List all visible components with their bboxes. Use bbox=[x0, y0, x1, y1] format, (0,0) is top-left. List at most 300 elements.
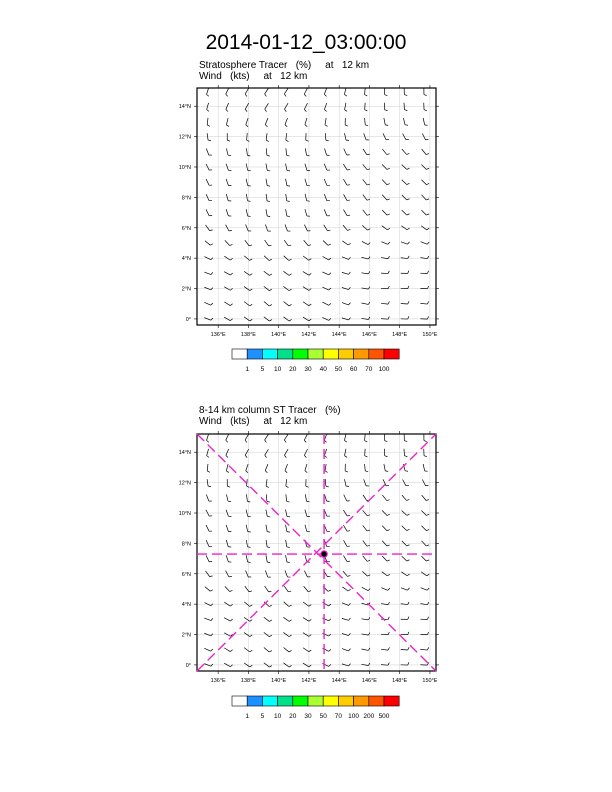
wind-barb-flag bbox=[289, 650, 292, 651]
wind-barb-flag bbox=[245, 109, 247, 111]
colorbar-box bbox=[247, 696, 262, 706]
wind-barb bbox=[322, 272, 328, 275]
wind-barb bbox=[207, 118, 208, 125]
wind-barb-flag bbox=[387, 530, 390, 531]
wind-barb-flag bbox=[387, 214, 390, 215]
wind-barb-flag bbox=[269, 245, 272, 246]
wind-barb bbox=[244, 302, 250, 306]
colorbar-box bbox=[354, 349, 369, 359]
wind-barb bbox=[206, 179, 209, 185]
wind-barb-flag bbox=[388, 647, 389, 650]
wind-barb bbox=[381, 588, 387, 591]
wind-barb bbox=[204, 648, 210, 651]
wind-barb-flag bbox=[207, 471, 210, 472]
wind-barb bbox=[344, 88, 346, 95]
wind-barb-flag bbox=[269, 620, 272, 622]
wind-barb-flag bbox=[269, 259, 272, 260]
wind-barb-flag bbox=[426, 199, 429, 200]
wind-barb bbox=[323, 241, 328, 246]
lat-tick-label: 6°N bbox=[181, 225, 191, 232]
wind-barb bbox=[284, 434, 288, 440]
wind-barb-flag bbox=[267, 501, 270, 502]
wind-barb bbox=[342, 272, 349, 274]
wind-barb-flag bbox=[426, 214, 429, 215]
wind-barb-flag bbox=[387, 574, 390, 576]
wind-barb-flag bbox=[385, 110, 388, 111]
wind-barb bbox=[266, 133, 267, 140]
wind-barb bbox=[264, 647, 269, 652]
wind-barb bbox=[342, 303, 349, 305]
wind-barb bbox=[244, 617, 250, 621]
wind-barb-flag bbox=[407, 214, 410, 215]
wind-barb-flag bbox=[427, 574, 430, 576]
wind-barb-flag bbox=[427, 228, 430, 230]
wind-barb-flag bbox=[269, 289, 272, 291]
wind-barb bbox=[305, 555, 307, 562]
wind-barb bbox=[265, 118, 268, 124]
wind-barb bbox=[206, 525, 209, 531]
wind-barb-flag bbox=[227, 486, 230, 487]
wind-barb-flag bbox=[269, 666, 272, 668]
wind-barb-flag bbox=[269, 635, 272, 637]
wind-barb bbox=[401, 649, 408, 650]
wind-barb-flag bbox=[344, 440, 346, 442]
wind-barb bbox=[286, 479, 287, 486]
wind-barb-flag bbox=[284, 440, 286, 442]
wind-barb bbox=[226, 118, 228, 125]
wind-barb-flag bbox=[387, 228, 390, 230]
wind-barb-flag bbox=[287, 155, 290, 156]
wind-barb bbox=[422, 495, 426, 500]
wind-barb-flag bbox=[265, 109, 267, 111]
wind-barb-flag bbox=[245, 440, 247, 442]
wind-barb-flag bbox=[267, 201, 270, 202]
wind-barb-flag bbox=[309, 619, 311, 621]
wind-barb-flag bbox=[407, 514, 410, 515]
wind-barb-flag bbox=[208, 486, 211, 487]
wind-barb bbox=[206, 555, 209, 561]
wind-barb-flag bbox=[328, 244, 331, 245]
wind-barb bbox=[423, 118, 424, 125]
wind-barb bbox=[264, 301, 269, 306]
lat-tick-label: 10°N bbox=[178, 165, 191, 171]
wind-barb-flag bbox=[345, 125, 348, 126]
wind-barb-flag bbox=[284, 94, 286, 96]
colorbar-label: 30 bbox=[304, 713, 312, 720]
wind-barb bbox=[266, 194, 267, 201]
wind-barb bbox=[401, 604, 408, 605]
wind-barb bbox=[224, 302, 230, 306]
wind-barb-flag bbox=[230, 273, 232, 275]
wind-barb-flag bbox=[329, 288, 331, 290]
colorbar-box bbox=[262, 696, 277, 706]
wind-barb-flag bbox=[387, 154, 390, 155]
wind-barb bbox=[207, 464, 208, 471]
lon-tick-label: 140°E bbox=[271, 678, 287, 684]
wind-barb-flag bbox=[385, 441, 388, 442]
lon-tick-label: 144°E bbox=[331, 678, 347, 684]
lat-tick-label: 8°N bbox=[181, 195, 191, 202]
wind-barb bbox=[225, 586, 230, 591]
wind-barb bbox=[421, 210, 426, 215]
colorbar-box bbox=[384, 696, 399, 706]
lat-tick-label: 14°N bbox=[178, 104, 191, 111]
wind-barb-flag bbox=[230, 650, 232, 652]
wind-barb bbox=[343, 179, 347, 185]
wind-barb bbox=[303, 618, 309, 622]
lon-tick-label: 148°E bbox=[392, 678, 408, 684]
wind-barb bbox=[226, 88, 229, 94]
colorbar-box bbox=[354, 696, 369, 706]
wind-barb-flag bbox=[407, 560, 410, 561]
wind-barb-flag bbox=[349, 272, 351, 274]
wind-barb bbox=[304, 240, 308, 245]
wind-barb-flag bbox=[265, 94, 267, 96]
panel1-map bbox=[179, 85, 439, 373]
wind-barb-flag bbox=[328, 590, 331, 591]
wind-barb-flag bbox=[250, 605, 253, 606]
wind-barb-flag bbox=[269, 305, 272, 306]
wind-barb-flag bbox=[287, 547, 290, 548]
wind-barb-flag bbox=[230, 619, 232, 621]
wind-barb-flag bbox=[325, 125, 328, 127]
wind-barb-flag bbox=[249, 245, 252, 246]
wind-barb-flag bbox=[289, 274, 292, 276]
wind-barb-flag bbox=[247, 486, 250, 487]
wind-barb bbox=[246, 464, 248, 471]
colorbar-label: 5 bbox=[260, 366, 265, 373]
wind-barb bbox=[325, 118, 326, 125]
lat-tick-label: 0° bbox=[185, 316, 191, 323]
lon-tick-label: 146°E bbox=[361, 678, 377, 684]
lat-tick-label: 10°N bbox=[178, 511, 191, 517]
colorbar-label: 20 bbox=[289, 366, 297, 373]
wind-barb-flag bbox=[289, 319, 292, 321]
wind-barb bbox=[226, 494, 228, 501]
wind-barb bbox=[226, 434, 229, 440]
colorbar-box bbox=[278, 349, 293, 359]
wind-barb-flag bbox=[347, 169, 350, 170]
wind-barb bbox=[283, 617, 289, 621]
wind-barb-flag bbox=[289, 259, 292, 260]
wind-barb-flag bbox=[407, 228, 409, 230]
wind-barb-flag bbox=[305, 471, 307, 473]
wind-barb-flag bbox=[248, 547, 251, 548]
wind-barb-flag bbox=[230, 304, 232, 306]
map-frame bbox=[197, 88, 436, 325]
wind-barb-flag bbox=[287, 501, 290, 502]
wind-barb bbox=[381, 303, 388, 304]
wind-barb bbox=[266, 494, 267, 501]
wind-barb bbox=[382, 495, 386, 500]
wind-barb-flag bbox=[226, 455, 228, 457]
wind-barb-flag bbox=[427, 301, 428, 304]
wind-barb-flag bbox=[230, 244, 233, 245]
wind-barb-flag bbox=[387, 168, 390, 169]
lon-tick-label: 142°E bbox=[301, 332, 317, 338]
colorbar-label: 50 bbox=[334, 366, 343, 373]
wind-barb bbox=[205, 241, 210, 245]
wind-barb bbox=[402, 149, 407, 154]
colorbar-box bbox=[369, 349, 384, 359]
colorbar-label: 20 bbox=[289, 713, 297, 720]
panel1-title-line1: Stratosphere Tracer (%) at 12 km bbox=[199, 60, 370, 71]
colorbar-box bbox=[247, 349, 262, 359]
wind-barb-flag bbox=[267, 547, 270, 548]
wind-barb-flag bbox=[407, 199, 410, 200]
wind-barb-flag bbox=[329, 634, 331, 636]
wind-barb bbox=[342, 587, 348, 591]
wind-barb-flag bbox=[211, 649, 213, 651]
wind-barb bbox=[246, 209, 248, 216]
wind-barb-flag bbox=[309, 665, 311, 667]
wind-barb-flag bbox=[287, 562, 290, 563]
wind-barb bbox=[265, 586, 269, 592]
wind-barb-flag bbox=[304, 94, 306, 96]
wind-barb-flag bbox=[388, 271, 389, 274]
wind-barb-flag bbox=[326, 486, 329, 487]
colorbar-box bbox=[323, 349, 338, 359]
lat-tick-label: 0° bbox=[185, 662, 191, 669]
wind-barb bbox=[303, 648, 309, 652]
wind-barb-flag bbox=[305, 125, 307, 127]
colorbar-label: 5 bbox=[260, 713, 265, 720]
wind-barb-flag bbox=[345, 471, 348, 472]
wind-barb-flag bbox=[348, 575, 351, 576]
wind-barb-flag bbox=[304, 109, 306, 111]
colorbar-box bbox=[278, 696, 293, 706]
wind-barb-flag bbox=[424, 441, 427, 442]
wind-barb-flag bbox=[426, 545, 429, 546]
wind-barb-flag bbox=[385, 471, 388, 472]
wind-barb-flag bbox=[309, 319, 311, 321]
wind-barb bbox=[363, 556, 367, 561]
lon-tick-label: 142°E bbox=[301, 678, 317, 684]
wind-barb bbox=[207, 434, 209, 441]
wind-barb-flag bbox=[288, 591, 291, 592]
colorbar-box bbox=[338, 696, 353, 706]
wind-barb-flag bbox=[309, 273, 311, 275]
wind-barb-flag bbox=[265, 455, 267, 457]
wind-barb-flag bbox=[365, 456, 368, 457]
colorbar-box bbox=[369, 696, 384, 706]
wind-barb bbox=[403, 118, 405, 125]
wind-barb-flag bbox=[210, 576, 213, 577]
wind-barb-flag bbox=[407, 529, 410, 530]
wind-barb-flag bbox=[250, 635, 252, 637]
lon-tick-label: 150°E bbox=[422, 678, 438, 684]
wind-barb bbox=[382, 526, 387, 531]
wind-barb-flag bbox=[284, 109, 286, 111]
wind-barb bbox=[423, 464, 424, 471]
wind-barb-flag bbox=[250, 665, 253, 667]
wind-barb bbox=[402, 180, 407, 185]
wind-barb bbox=[303, 302, 309, 306]
lat-tick-label: 2°N bbox=[181, 286, 191, 293]
wind-barb-flag bbox=[345, 456, 348, 458]
wind-barb-flag bbox=[326, 140, 329, 141]
wind-barb-flag bbox=[230, 590, 233, 591]
wind-barb-flag bbox=[324, 110, 326, 112]
wind-barb-flag bbox=[348, 589, 351, 591]
wind-barb-flag bbox=[408, 662, 409, 665]
lon-tick-label: 136°E bbox=[210, 678, 226, 684]
lon-tick-label: 138°E bbox=[240, 678, 256, 684]
wind-barb-flag bbox=[289, 605, 292, 606]
wind-barb-flag bbox=[247, 140, 250, 141]
wind-barb bbox=[244, 648, 250, 652]
wind-barb bbox=[246, 555, 248, 562]
wind-barb-flag bbox=[247, 501, 250, 502]
wind-barb bbox=[361, 649, 368, 650]
wind-barb-flag bbox=[306, 486, 309, 487]
wind-barb-flag bbox=[329, 619, 331, 621]
wind-barb bbox=[305, 179, 307, 186]
colorbar-label: 500 bbox=[378, 713, 390, 720]
wind-barb bbox=[362, 241, 368, 244]
wind-barb-flag bbox=[368, 229, 371, 230]
lat-tick-label: 8°N bbox=[181, 541, 191, 548]
wind-barb bbox=[363, 149, 367, 155]
wind-barb-flag bbox=[250, 259, 253, 260]
wind-barb-flag bbox=[267, 516, 270, 517]
wind-barb-flag bbox=[250, 274, 252, 276]
wind-barb-flag bbox=[265, 471, 267, 473]
wind-barb-flag bbox=[426, 183, 429, 184]
wind-barb-flag bbox=[269, 591, 272, 592]
wind-barb-flag bbox=[304, 455, 306, 457]
wind-barb bbox=[226, 555, 228, 562]
wind-barb bbox=[266, 179, 267, 186]
wind-barb-flag bbox=[385, 95, 388, 96]
wind-barb-flag bbox=[407, 183, 410, 184]
wind-barb bbox=[265, 240, 269, 246]
wind-barb bbox=[402, 556, 407, 561]
wind-barb bbox=[421, 526, 426, 531]
wind-barb-flag bbox=[250, 304, 253, 306]
wind-barb-flag bbox=[387, 514, 390, 515]
wind-barb bbox=[246, 179, 248, 186]
wind-barb-flag bbox=[387, 500, 390, 501]
wind-barb bbox=[322, 618, 328, 621]
wind-barb bbox=[207, 133, 208, 140]
wind-barb bbox=[265, 464, 268, 470]
wind-barb-flag bbox=[269, 320, 272, 322]
wind-barb-flag bbox=[347, 515, 350, 516]
wind-barb-flag bbox=[286, 140, 289, 141]
colorbar-box bbox=[308, 349, 323, 359]
wind-barb-flag bbox=[407, 499, 410, 500]
wind-barb-flag bbox=[267, 186, 270, 187]
wind-barb-flag bbox=[289, 289, 292, 291]
lat-tick-label: 2°N bbox=[181, 632, 191, 639]
wind-barb-flag bbox=[250, 319, 253, 321]
wind-barb bbox=[381, 649, 388, 650]
wind-barb bbox=[361, 619, 368, 620]
wind-barb bbox=[402, 526, 407, 531]
wind-barb bbox=[324, 88, 327, 95]
wind-barb bbox=[384, 118, 385, 125]
wind-barb-flag bbox=[347, 185, 350, 186]
wind-barb-flag bbox=[207, 440, 209, 442]
wind-barb-flag bbox=[387, 184, 390, 185]
colorbar-box bbox=[293, 696, 308, 706]
wind-barb-flag bbox=[309, 635, 311, 637]
wind-barb-flag bbox=[266, 486, 269, 487]
wind-barb bbox=[401, 303, 408, 304]
colorbar-label: 30 bbox=[304, 366, 312, 373]
wind-barb bbox=[265, 434, 269, 440]
wind-barb bbox=[342, 649, 349, 651]
lat-tick-label: 12°N bbox=[178, 480, 191, 487]
wind-barb bbox=[304, 586, 308, 591]
wind-barb-flag bbox=[267, 562, 270, 563]
wind-barb-flag bbox=[210, 244, 213, 245]
wind-barb-flag bbox=[426, 500, 429, 501]
wind-barb bbox=[206, 495, 209, 502]
wind-barb bbox=[325, 133, 326, 140]
wind-barb bbox=[264, 271, 270, 275]
wind-barb bbox=[303, 272, 309, 276]
colorbar-label: 40 bbox=[319, 366, 327, 373]
wind-barb-flag bbox=[250, 620, 252, 622]
panel2-map bbox=[179, 431, 439, 720]
panel2-title-line2: Wind (kts) at 12 km bbox=[199, 416, 308, 427]
wind-barb-flag bbox=[267, 216, 270, 217]
wind-barb bbox=[381, 242, 387, 245]
colorbar-label: 10 bbox=[273, 366, 282, 373]
lon-tick-label: 146°E bbox=[361, 332, 377, 338]
wind-barb bbox=[421, 556, 426, 561]
wind-barb-flag bbox=[368, 302, 370, 305]
wind-barb bbox=[265, 88, 269, 94]
wind-barb-flag bbox=[408, 632, 409, 635]
lon-tick-label: 150°E bbox=[422, 332, 438, 338]
wind-barb-flag bbox=[267, 155, 270, 156]
wind-barb-flag bbox=[266, 140, 269, 141]
wind-barb bbox=[363, 179, 367, 184]
wind-barb bbox=[382, 556, 387, 561]
wind-barb bbox=[322, 302, 328, 305]
wind-barb-flag bbox=[347, 531, 350, 532]
wind-barb-flag bbox=[368, 648, 370, 651]
wind-barb-flag bbox=[407, 153, 410, 154]
wind-barb bbox=[226, 209, 228, 216]
wind-barb-flag bbox=[309, 289, 311, 291]
wind-barb-flag bbox=[407, 574, 409, 576]
wind-barb bbox=[402, 210, 407, 215]
lon-tick-label: 136°E bbox=[210, 332, 226, 338]
wind-barb-flag bbox=[385, 125, 388, 126]
wind-barb-flag bbox=[284, 455, 286, 457]
colorbar-box bbox=[232, 696, 247, 706]
wind-barb-flag bbox=[230, 258, 232, 260]
wind-barb-flag bbox=[265, 440, 267, 442]
wind-barb bbox=[244, 271, 250, 275]
wind-barb bbox=[325, 464, 326, 471]
page-title: 2014-01-12_03:00:00 bbox=[205, 31, 407, 54]
wind-barb bbox=[246, 148, 247, 155]
wind-barb-flag bbox=[424, 456, 427, 457]
wind-barb-flag bbox=[387, 545, 390, 546]
colorbar-label: 10 bbox=[273, 713, 282, 720]
wind-barb-flag bbox=[306, 140, 309, 141]
wind-barb-flag bbox=[368, 575, 371, 576]
wind-barb-flag bbox=[408, 242, 410, 244]
wind-barb-flag bbox=[345, 110, 348, 112]
wind-barb bbox=[342, 241, 348, 245]
wind-barb-flag bbox=[407, 545, 410, 546]
